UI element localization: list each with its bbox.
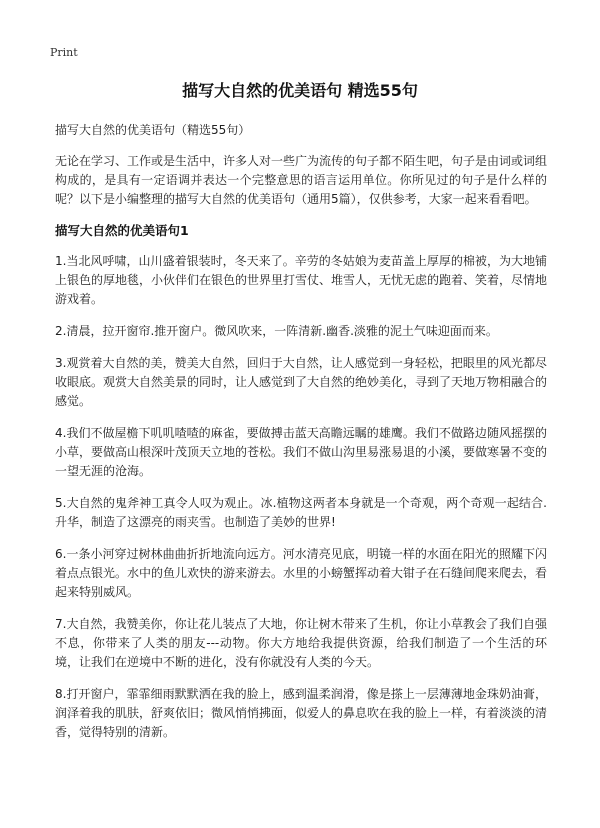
sentence-paragraph-1: 1.当北风呼啸，山川盛着银装时，冬天来了。辛劳的冬姑娘为麦苗盖上厚厚的棉被，为大地铺上银色的厚地毯，小伙伴们在银色的世界里打雪仗、堆雪人，无忧无虑的跑着、笑着，尽情地游戏着。 bbox=[55, 254, 548, 306]
sentence-paragraph-6: 6.一条小河穿过树林曲曲折折地流向远方。河水清亮见底，明镜一样的水面在阳光的照耀下闪着点点银光。水中的鱼儿欢快的游来游去。水里的小螃蟹挥动着大钳子在石缝间爬来爬去，看起来特别威风。 bbox=[55, 547, 548, 599]
print-link[interactable]: Print bbox=[50, 46, 78, 59]
section-heading: 描写大自然的优美语句1 bbox=[55, 223, 189, 238]
article-body bbox=[55, 122, 547, 755]
intro-paragraph: 无论在学习、工作或是生活中，许多人对一些广为流传的句子都不陌生吧，句子是由词或词组构成的，是具有一定语调并表达一个完整意思的语言运用单位。你所见过的句子是什么样的呢？以下是小编整理的描写大自然的优美语句（通用5篇），仅供参考，大家一起来看看吧。 bbox=[55, 154, 548, 206]
sentence-paragraph-2: 2.清晨，拉开窗帘.推开窗户。微风吹来，一阵清新.幽香.淡雅的泥土气味迎面而来。 bbox=[55, 324, 498, 338]
article-subtitle: 描写大自然的优美语句（精选55句） bbox=[55, 123, 251, 137]
sentence-paragraph-3: 3.观赏着大自然的美，赞美大自然，回归于大自然，让人感觉到一身轻松，把眼里的风光都尽收眼底。观赏大自然美景的同时，让人感觉到了大自然的绝妙美化，寻到了天地万物相融合的感觉。 bbox=[55, 356, 548, 408]
sentence-paragraph-8: 8.打开窗户，霏霏细雨默默洒在我的脸上，感到温柔润滑，像是搽上一层薄薄地金珠奶油膏，润泽着我的肌肤，舒爽依旧；微风悄悄拂面，似爱人的鼻息吹在我的脸上一样，有着淡淡的清香，觉得特别的清新。 bbox=[55, 687, 548, 739]
sentence-paragraph-5: 5.大自然的鬼斧神工真令人叹为观止。冰.植物这两者本身就是一个奇观，两个奇观一起结合.升华，制造了这漂亮的雨夹雪。也制造了美妙的世界! bbox=[55, 496, 547, 529]
sentence-paragraph-4: 4.我们不做屋檐下叽叽喳喳的麻雀，要做搏击蓝天高瞻远瞩的雄鹰。我们不做路边随风摇摆的小草，要做高山根深叶茂顶天立地的苍松。我们不做山沟里易涨易退的小溪，要做寒暑不变的一望无涯的沧海。 bbox=[55, 426, 548, 478]
page-title: 描写大自然的优美语句 精选55句 bbox=[182, 81, 418, 100]
sentence-paragraph-7: 7.大自然，我赞美你，你让花儿装点了大地，你让树木带来了生机，你让小草教会了我们自强不息，你带来了人类的朋友---动物。你大方地给我提供资源，给我们制造了一个生活的环境，让我们在逆境中不断的进化，没有你就没有人类的今天。 bbox=[55, 617, 547, 669]
